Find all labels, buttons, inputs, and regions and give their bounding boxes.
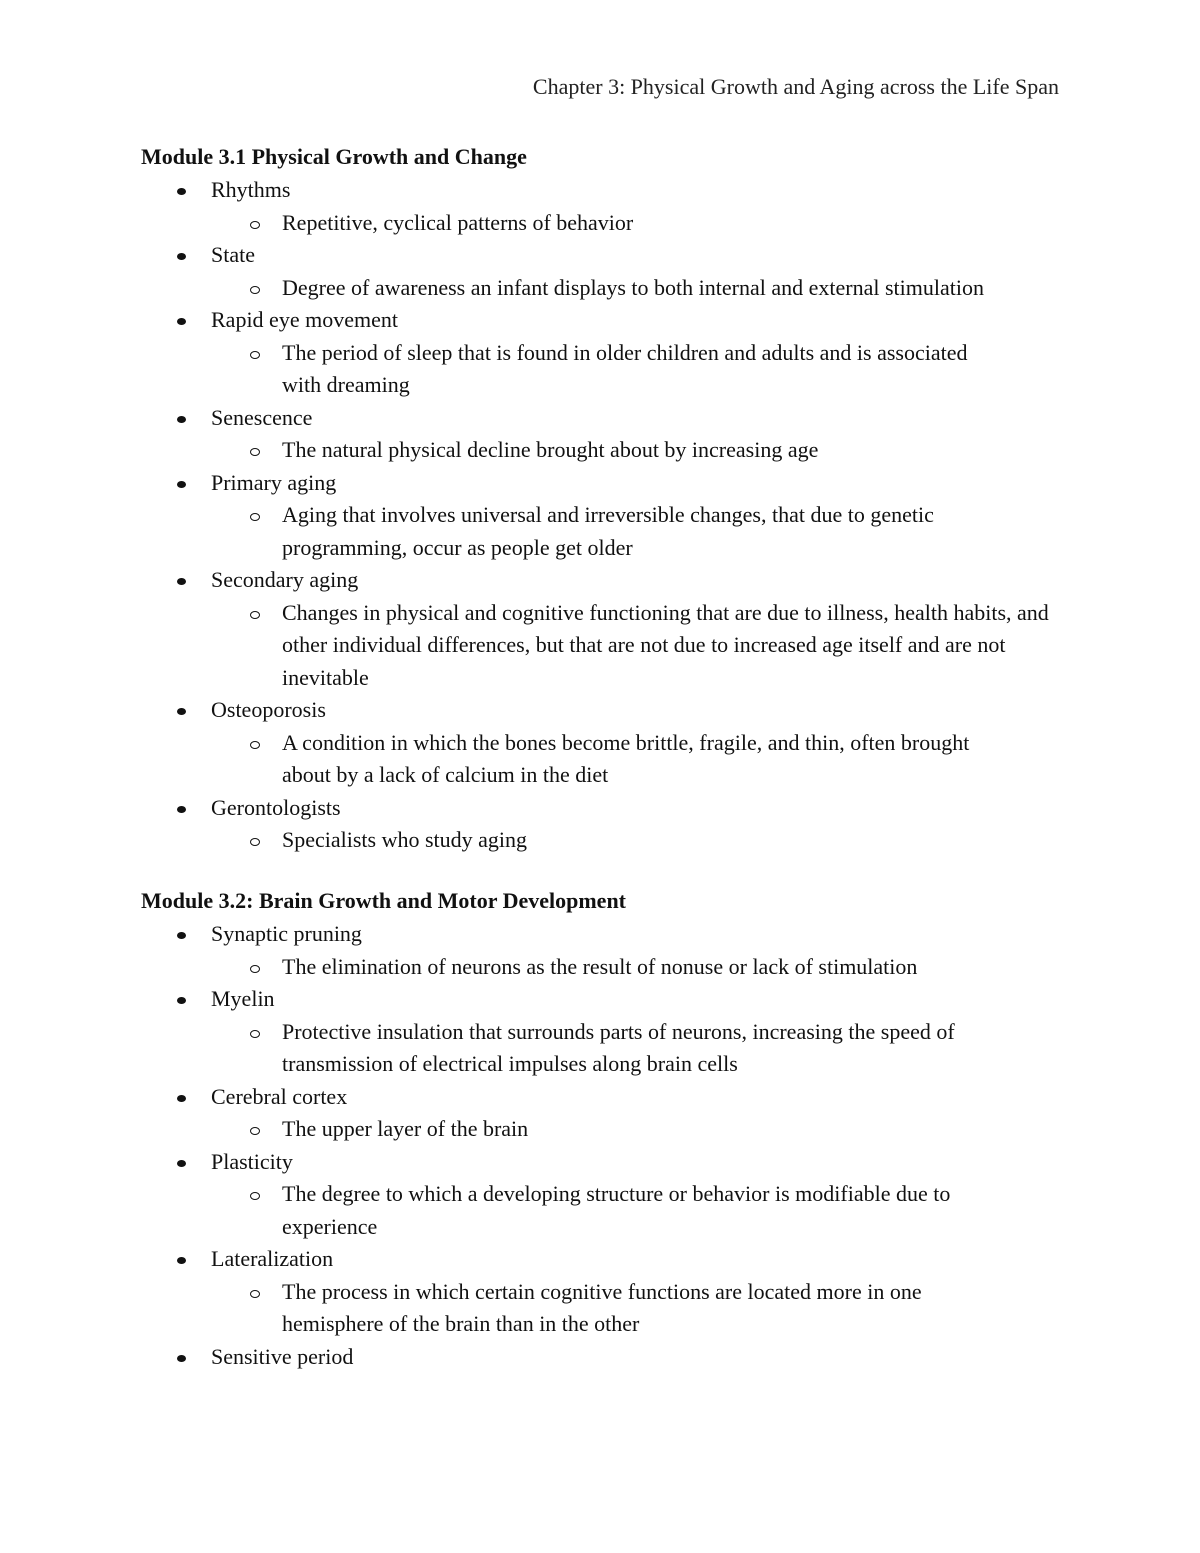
definition-text: The degree to which a developing structure or behavior is modifiable due to experience: [282, 1181, 951, 1239]
term-item: [141, 983, 1071, 1081]
definition-text: Degree of awareness an infant displays to both internal and external stimulation: [282, 274, 984, 300]
definition-item: [211, 597, 1062, 695]
definition-item: [211, 337, 1002, 402]
bullet-icon: [177, 578, 186, 585]
term-list: [141, 174, 1071, 857]
term-label: Primary aging: [211, 469, 337, 495]
term-label: Senescence: [211, 404, 313, 430]
term-label: Sensitive period: [211, 1343, 354, 1369]
term-item: [141, 1146, 1071, 1244]
bullet-icon: [177, 1355, 186, 1362]
term-item: [141, 1341, 1071, 1374]
definition-text: Changes in physical and cognitive functioning that are due to illness, health habits, and other individual differences, but that are not due to increased age itself and are not inevitable: [282, 599, 1049, 690]
bullet-icon: [177, 806, 186, 813]
term-label: Myelin: [211, 986, 275, 1011]
term-label: Secondary aging: [211, 567, 359, 592]
hollow-bullet-icon: [250, 351, 260, 359]
bullet-icon: [177, 1095, 186, 1102]
term-item: [141, 304, 1071, 402]
module-title: Module 3.2: Brain Growth and Motor Development: [141, 888, 626, 913]
definition-text: Repetitive, cyclical patterns of behavior: [282, 209, 634, 235]
hollow-bullet-icon: [250, 513, 260, 521]
term-label: Gerontologists: [211, 794, 341, 820]
bullet-icon: [177, 708, 186, 715]
hollow-bullet-icon: [250, 611, 260, 619]
definition-text: The natural physical decline brought about by increasing age: [282, 437, 819, 462]
term-item: [141, 792, 1071, 857]
definition-text: A condition in which the bones become brittle, fragile, and thin, often brought about by a lack of calcium in the diet: [282, 729, 970, 787]
definition-text: Protective insulation that surrounds parts of neurons, increasing the speed of transmission of electrical impulses along brain cells: [282, 1018, 955, 1076]
term-item: [141, 1081, 1071, 1146]
hollow-bullet-icon: [250, 286, 260, 294]
definition-item: [211, 207, 1002, 240]
term-label: Lateralization: [211, 1246, 334, 1271]
term-item: [141, 694, 1071, 792]
term-label: Cerebral cortex: [211, 1083, 348, 1109]
term-label: Rhythms: [211, 177, 291, 202]
term-item: [141, 918, 1071, 983]
term-item: [141, 174, 1071, 239]
definition-text: The upper layer of the brain: [282, 1116, 529, 1141]
term-item: [141, 239, 1071, 304]
hollow-bullet-icon: [250, 838, 260, 846]
definition-item: [211, 499, 1002, 564]
definition-item: [211, 1113, 1002, 1146]
bullet-icon: [177, 416, 186, 423]
hollow-bullet-icon: [250, 221, 260, 229]
term-label: State: [211, 242, 255, 267]
module-title: Module 3.1 Physical Growth and Change: [141, 144, 527, 169]
term-label: Synaptic pruning: [211, 921, 362, 946]
definition-item: [211, 1276, 1002, 1341]
term-label: Plasticity: [211, 1148, 293, 1174]
term-item: [141, 1243, 1071, 1341]
module-3-2: [141, 886, 1071, 1373]
bullet-icon: [177, 932, 186, 939]
bullet-icon: [177, 318, 186, 325]
term-label: Rapid eye movement: [211, 307, 398, 332]
bullet-icon: [177, 253, 186, 260]
bullet-icon: [177, 481, 186, 488]
hollow-bullet-icon: [250, 1127, 260, 1135]
hollow-bullet-icon: [250, 448, 260, 456]
term-list: [141, 918, 1071, 1373]
definition-item: [211, 951, 1062, 984]
bullet-icon: [177, 188, 186, 195]
module-3-1: [141, 142, 1071, 857]
term-item: [141, 564, 1071, 694]
definition-text: Aging that involves universal and irreversible changes, that due to genetic programming, occur as people get older: [282, 502, 934, 560]
definition-item: [211, 1178, 1002, 1243]
hollow-bullet-icon: [250, 1030, 260, 1038]
definition-item: [211, 272, 1062, 305]
definition-text: The period of sleep that is found in older children and adults and is associated with dreaming: [282, 339, 968, 397]
definition-item: [211, 727, 1002, 792]
term-item: [141, 467, 1071, 565]
chapter-header: Chapter 3: Physical Growth and Aging across the Life Span: [532, 74, 1059, 99]
definition-text: The process in which certain cognitive functions are located more in one hemisphere of the brain than in the other: [282, 1278, 922, 1336]
term-item: [141, 402, 1071, 467]
definition-item: [211, 824, 1002, 857]
hollow-bullet-icon: [250, 965, 260, 973]
definition-text: The elimination of neurons as the result of nonuse or lack of stimulation: [282, 953, 918, 979]
term-label: Osteoporosis: [211, 697, 326, 722]
hollow-bullet-icon: [250, 741, 260, 749]
bullet-icon: [177, 1257, 186, 1264]
bullet-icon: [177, 997, 186, 1004]
definition-text: Specialists who study aging: [282, 827, 528, 852]
definition-item: [211, 434, 1002, 467]
hollow-bullet-icon: [250, 1290, 260, 1298]
bullet-icon: [177, 1160, 186, 1167]
definition-item: [211, 1016, 1002, 1081]
hollow-bullet-icon: [250, 1192, 260, 1200]
